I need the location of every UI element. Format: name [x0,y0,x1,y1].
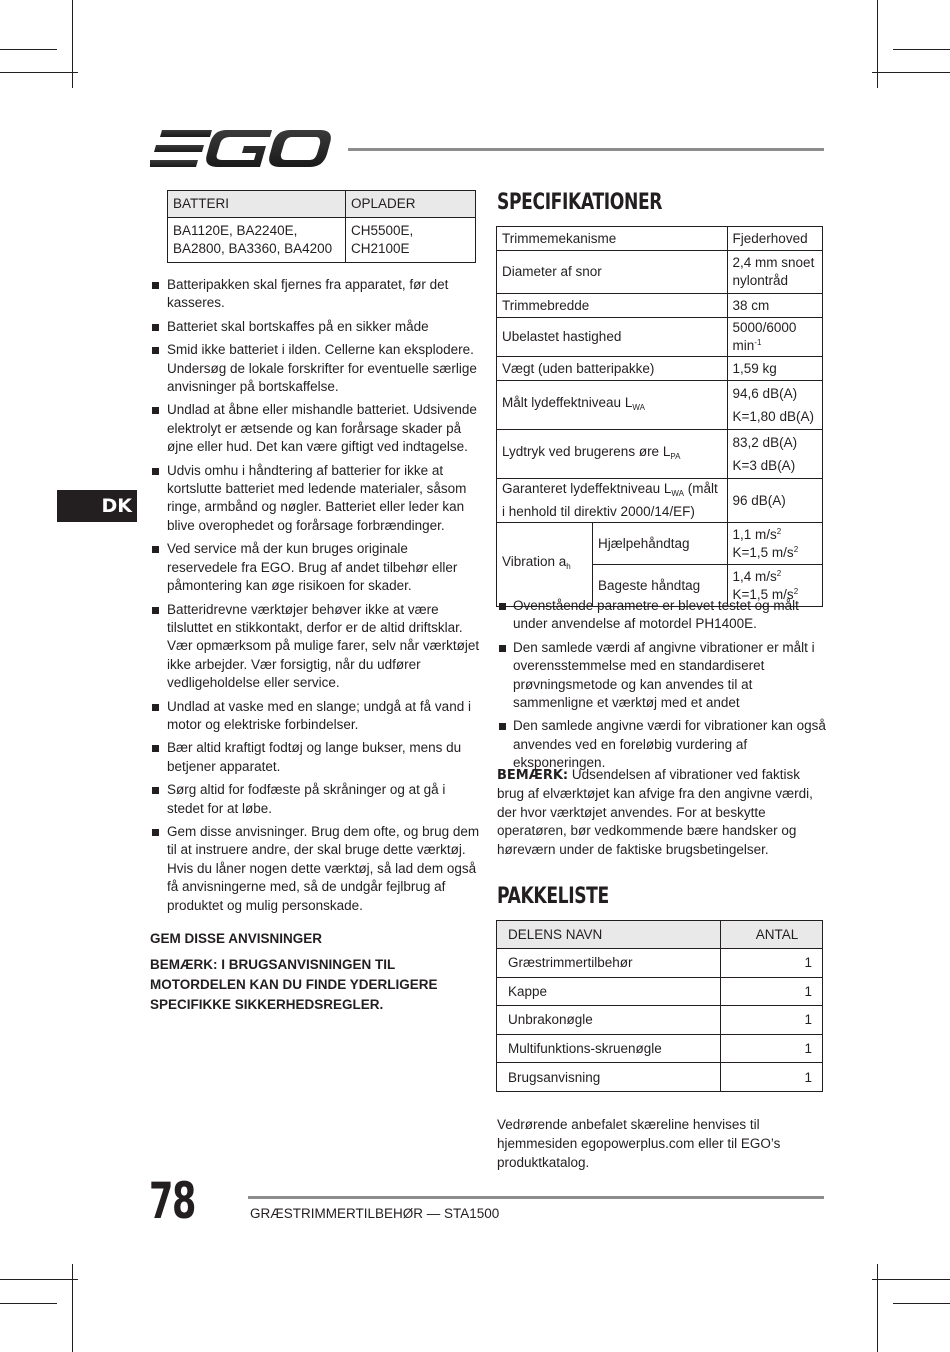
spec-value: 1,4 $m/s^2$ K=1,5 $m/s^2$ [727,565,822,607]
specifications-table [496,226,823,607]
spec-label: Ubelastet hastighed [497,318,728,357]
crop-mark [0,1303,57,1304]
spec-label: Vibration $a_h$ [497,523,593,607]
spec-label: Vægt (uden batteripakke) [497,357,728,381]
quantity-header: ANTAL [721,921,823,949]
part-quantity: 1 [721,977,823,1006]
list-item: Batteripakken skal fjernes fra apparatet, før det kasseres. [150,276,480,313]
spec-value: Fjederhoved [727,227,822,251]
part-name: Græstrimmertilbehør [497,949,721,978]
table-row [497,1034,823,1063]
specifications-title: SPECIFIKATIONER [497,190,663,215]
footer-rule [248,1196,824,1199]
part-quantity: 1 [721,1006,823,1035]
list-item: Gem disse anvisninger. Brug dem ofte, og brug dem til at instruere andre, der skal bruge dette værktøj. Hvis du låner nogen dette værktøj, så lad dem også få anvisningerne med, så de undgår fejlbrug af produktet og mulig personskade. [150,823,480,915]
spec-value: 94,6 dB(A) K=1,80 dB(A) [727,381,822,430]
header-rule [348,148,824,151]
crop-mark [0,49,57,50]
charger-models: CH5500E, CH2100E [346,218,476,263]
motor-manual-note: BEMÆRK: I BRUGSANVISNINGEN TIL MOTORDELEN KAN DU FINDE YDERLIGERE SPECIFIKKE SIKKERHEDSREGLER. [150,957,438,1012]
list-item: Sørg altid for fodfæste på skråninger og at gå i stedet for at løbe. [150,781,480,818]
save-instructions-heading: GEM DISSE ANVISNINGER [150,931,323,946]
table-row [497,1006,823,1035]
table-row [497,1063,823,1092]
spec-value: 5000/6000 $\min^{-1}$ [727,318,822,357]
part-quantity: 1 [721,1063,823,1092]
crop-mark [72,0,73,88]
battery-charger-table [167,190,476,263]
list-item: Udvis omhu i håndtering af batterier for ikke at kortslutte batteriet med ledende materialer, såsom ringe, armbånd og nøgler. Batteriet eller leder kan blive overophedet og forårsage forbrændinger. [150,462,480,536]
part-name: Unbrakonøgle [497,1006,721,1035]
spec-label: Trimmebredde [497,294,728,318]
footer-title: GRÆSTRIMMERTILBEHØR — STA1500 [250,1206,500,1221]
spec-value: 96 dB(A) [727,479,822,523]
list-item: Smid ikke batteriet i ilden. Cellerne kan eksplodere. Undersøg de lokale forskrifter for eventuelle særlige anvisninger på bortskaffelse. [150,341,480,396]
part-name: Multifunktions-skruenøgle [497,1034,721,1063]
crop-mark [893,1303,950,1304]
part-quantity: 1 [721,1034,823,1063]
spec-value: 83,2 dB(A) K=3 dB(A) [727,430,822,479]
charger-header: OPLADER [346,191,476,218]
list-item: Undlad at åbne eller mishandle batteriet. Udsivende elektrolyt er ætsende og kan forårsage skader på øjne eller hud. Det kan være giftigt ved indtagelse. [150,401,480,456]
spec-value: 1,59 kg [727,357,822,381]
vibration-note: BEMÆRK: Udsendelsen af vibrationer ved faktisk brug af elværktøjet kan afvige fra den angivne værdi, der hvor værktøjet anvendes. For at beskytte operatøren, bør vedkommende bære handsker og høreværn under de faktiske brugsbetingelser. [497,767,813,857]
spec-label: Hjælpehåndtag [593,523,728,565]
safety-bullet-list [150,276,480,920]
language-tab: DK [57,490,137,522]
list-item: Den samlede værdi af angivne vibrationer er målt i overensstemmelse med en standardiseret prøvningsmetode og kan anvendes til at sammenligne et værktøj med et andet [497,639,827,713]
spec-label: Målt lydeffektniveau $L_{WA}$ [497,381,728,430]
spec-value: 1,1 $m/s^2$ K=1,5 $m/s^2$ [727,523,822,565]
crop-mark [877,0,878,88]
crop-mark [72,1264,73,1352]
list-item: Den samlede angivne værdi for vibrationer kan også anvendes ved en foreløbig vurdering af eksponeringen. [497,717,827,772]
list-item: Ved service må der kun bruges originale reservedele fra EGO. Brug af andet tilbehør eller påmontering kan øge risikoen for skader. [150,540,480,595]
crop-mark [0,72,78,73]
spec-label: Trimmemekanisme [497,227,728,251]
list-item: Batteriet skal bortskaffes på en sikker måde [150,318,480,336]
crop-mark [877,1264,878,1352]
battery-models: BA1120E, BA2240E, BA2800, BA3360, BA4200 [168,218,346,263]
spec-label: Bageste håndtag [593,565,728,607]
packing-list-title: PAKKELISTE [497,884,609,909]
list-item: Batteridrevne værktøjer behøver ikke at være tilsluttet en stikkontakt, derfor er de altid driftsklar. Vær opmærksom på mulige farer, selv når værktøjet ikke arbejder. Vær forsigtig, når du udfører vedligeholdelse eller service. [150,601,480,693]
packing-list-table [496,920,823,1092]
spec-label: Garanteret lydeffektniveau $L_{WA}$ (målt i henhold til direktiv 2000/14/EF) [497,479,728,523]
crop-mark [872,72,950,73]
table-row [497,977,823,1006]
list-item: Ovenstående parametre er blevet testet og målt under anvendelse af motordel PH1400E. [497,597,827,634]
list-item: Undlad at vaske med en slange; undgå at få vand i motor og elektriske forbindelser. [150,698,480,735]
ego-logo [150,128,332,175]
crop-mark [0,1279,78,1280]
spec-value: 2,4 mm snoet nylontråd [727,251,822,294]
part-quantity: 1 [721,949,823,978]
list-item: Bær altid kraftigt fodtøj og lange bukser, mens du betjener apparatet. [150,739,480,776]
part-name: Brugsanvisning [497,1063,721,1092]
spec-notes-list [497,597,827,778]
spec-label: Lydtryk ved brugerens øre $L_{PA}$ [497,430,728,479]
part-name: Kappe [497,977,721,1006]
cutting-line-note: Vedrørende anbefalet skæreline henvises til hjemmesiden egopowerplus.com eller til EGO’s produktkatalog. [497,1117,781,1170]
page-number: 78 [149,1172,195,1230]
part-name-header: DELENS NAVN [497,921,721,949]
spec-label: Diameter af snor [497,251,728,294]
spec-value: 38 cm [727,294,822,318]
battery-header: BATTERI [168,191,346,218]
crop-mark [893,49,950,50]
table-row [497,949,823,978]
crop-mark [872,1279,950,1280]
